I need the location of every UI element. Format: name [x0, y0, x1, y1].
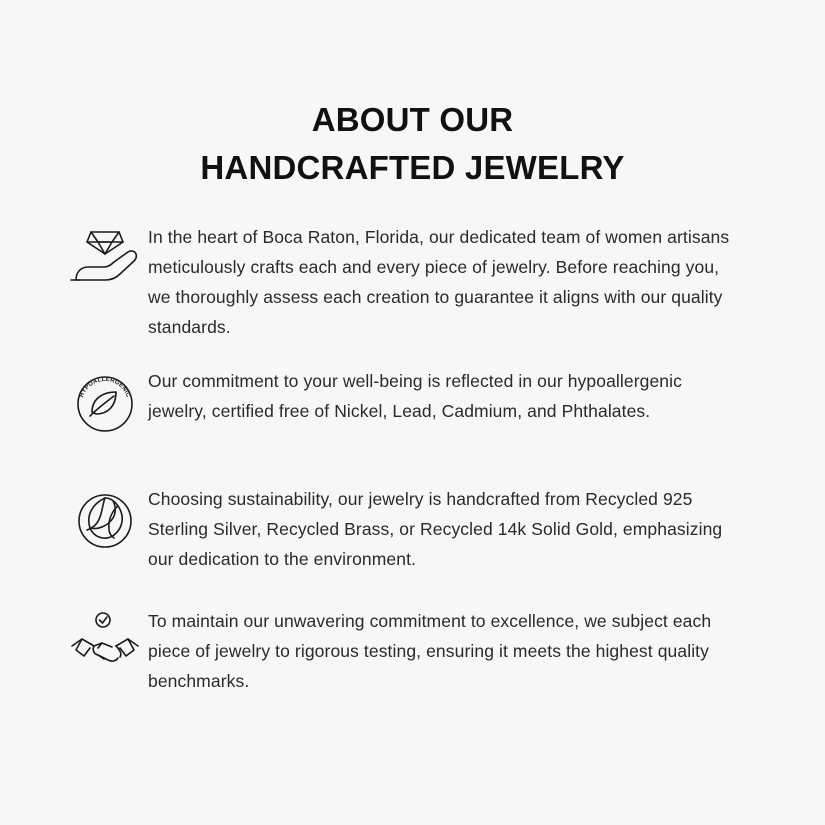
hypoallergenic-label: HYPOALLERGENIC: [79, 376, 131, 399]
page-title: [62, 96, 763, 192]
feature-list: [62, 220, 763, 696]
page-title-line-2: HANDCRAFTED JEWELRY: [200, 149, 625, 186]
list-item: [62, 604, 763, 696]
feature-text: Choosing sustainability, our jewelry is handcrafted from Recycled 925 Sterling Silver, Recycled Brass, or Recycled 14k Solid Gold, emphasizing our dedication to the environment.: [148, 489, 723, 569]
list-item: [62, 482, 763, 574]
hypoallergenic-leaf-badge-icon: [62, 364, 148, 450]
list-item: [62, 364, 763, 450]
page-title-line-1: ABOUT OUR: [311, 101, 514, 138]
svg-text:HYPOALLERGENIC: [79, 377, 131, 399]
feature-text: To maintain our unwavering commitment to excellence, we subject each piece of jewelry to rigorous testing, ensuring it meets the highest quality benchmarks.: [148, 611, 712, 691]
feature-text: Our commitment to your well-being is reflected in our hypoallergenic jewelry, certified free of Nickel, Lead, Cadmium, and Phthalates.: [148, 371, 682, 421]
list-item: [62, 220, 763, 342]
handshake-check-icon: [62, 604, 148, 690]
feature-text: In the heart of Boca Raton, Florida, our dedicated team of women artisans meticulously crafts each and every piece of jewelry. Before reaching you, we thoroughly assess each creation to guarantee it aligns with our quality standards.: [148, 227, 730, 337]
diamond-in-hand-icon: [62, 220, 148, 306]
recycled-leaves-icon: [62, 482, 148, 568]
